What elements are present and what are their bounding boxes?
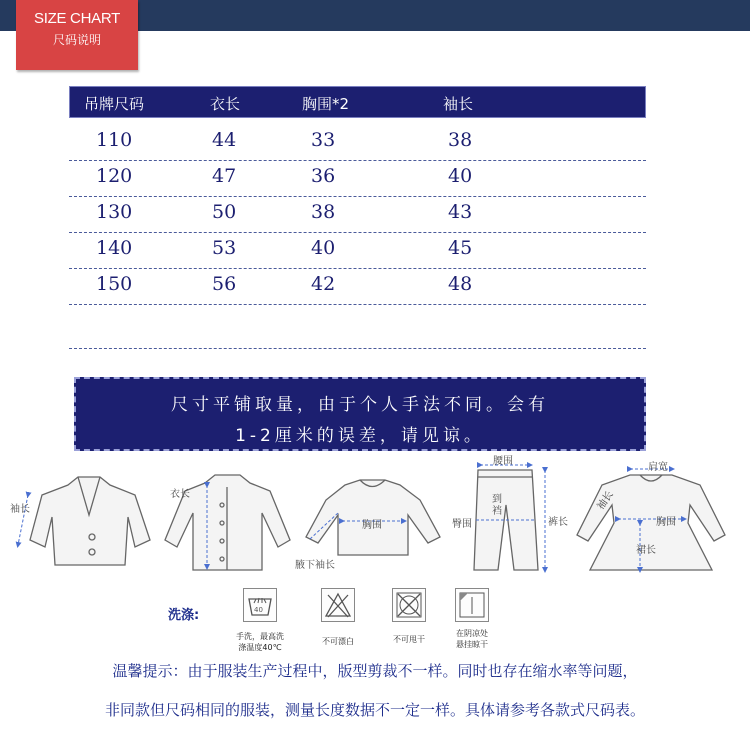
size-chart-badge [16, 0, 138, 70]
label-hip: 臀围 [452, 519, 472, 530]
cell-size: 110 [96, 129, 133, 151]
wash-label-1b: 涤温度40℃ [238, 643, 282, 652]
cell-length: 44 [212, 129, 237, 151]
svg-text:40: 40 [254, 606, 263, 614]
table-row-empty [69, 312, 646, 349]
label-shoulder: 肩宽 [648, 462, 668, 473]
cell-chest: 40 [311, 237, 336, 259]
cell-chest: 36 [311, 165, 336, 187]
badge-subtitle: 尺码说明 [52, 33, 101, 47]
wash-label-1a: 手洗，最高洗 [236, 632, 284, 641]
cell-size: 140 [96, 237, 133, 259]
label-chest-2: 胸围 [656, 517, 676, 528]
cell-length: 56 [212, 273, 237, 295]
hand-wash-icon [243, 588, 277, 622]
size-table-header [69, 86, 646, 118]
wash-label-1 [228, 631, 292, 653]
no-bleach-icon [321, 588, 355, 622]
label-length: 衣长 [170, 489, 190, 500]
badge-title: SIZE CHART [34, 10, 120, 27]
garment-diagrams [0, 455, 750, 575]
label-pants-length: 裤长 [548, 517, 568, 528]
cell-size: 130 [96, 201, 133, 223]
table-row [69, 196, 646, 233]
no-tumble-dry-icon [392, 588, 426, 622]
cell-sleeve: 38 [448, 129, 473, 151]
label-skirt-length: 裙长 [636, 545, 656, 556]
cell-sleeve: 45 [448, 237, 473, 259]
label-sleeve-2: 袖长 [595, 489, 616, 512]
wash-label-3: 不可甩干 [393, 635, 425, 644]
cell-sleeve: 43 [448, 201, 473, 223]
cell-sleeve: 40 [448, 165, 473, 187]
cell-length: 47 [212, 165, 237, 187]
header-tag-size: 吊牌尺码 [84, 95, 145, 113]
wash-label-4b: 悬挂晾干 [456, 640, 488, 649]
measurement-notice [74, 377, 646, 451]
cell-size: 120 [96, 165, 133, 187]
cell-length: 53 [212, 237, 237, 259]
notice-line-1: 尺寸平铺取量，由于个人手法不同。会有 [171, 395, 549, 415]
wash-label-2: 不可漂白 [322, 637, 354, 646]
wash-label-4a: 在阴凉处 [456, 629, 488, 638]
wash-title: 洗涤: [168, 608, 200, 623]
blazer-icon [30, 477, 150, 565]
hang-dry-shade-icon [455, 588, 489, 622]
cell-chest: 42 [311, 273, 336, 295]
cell-chest: 33 [311, 129, 336, 151]
header-chest: 胸围*2 [302, 95, 350, 113]
wash-label-4 [442, 628, 502, 650]
notice-line-2: 1-2厘米的误差，请见谅。 [235, 426, 485, 446]
cell-length: 50 [212, 201, 237, 223]
cell-sleeve: 48 [448, 273, 473, 295]
label-chest-1: 胸围 [362, 520, 382, 531]
cell-size: 150 [96, 273, 133, 295]
table-row [69, 232, 646, 269]
header-sleeve: 袖长 [443, 95, 474, 113]
header-length: 衣长 [210, 95, 241, 113]
label-crotch: 到裆 [492, 494, 502, 517]
tip-line-2: 非同款但尺码相同的服装，测量长度数据不一定一样。具体请参考各款式尺码表。 [104, 701, 645, 719]
table-row [69, 268, 646, 305]
cell-chest: 38 [311, 201, 336, 223]
label-underarm-sleeve: 腋下袖长 [295, 560, 335, 571]
table-row [69, 160, 646, 197]
table-row [69, 124, 646, 161]
tip-line-1: 温馨提示：由于服装生产过程中，版型剪裁不一样。同时也存在缩水率等问题， [112, 662, 638, 680]
label-sleeve-1: 袖长 [10, 504, 30, 515]
label-waist: 腰围 [493, 456, 513, 467]
